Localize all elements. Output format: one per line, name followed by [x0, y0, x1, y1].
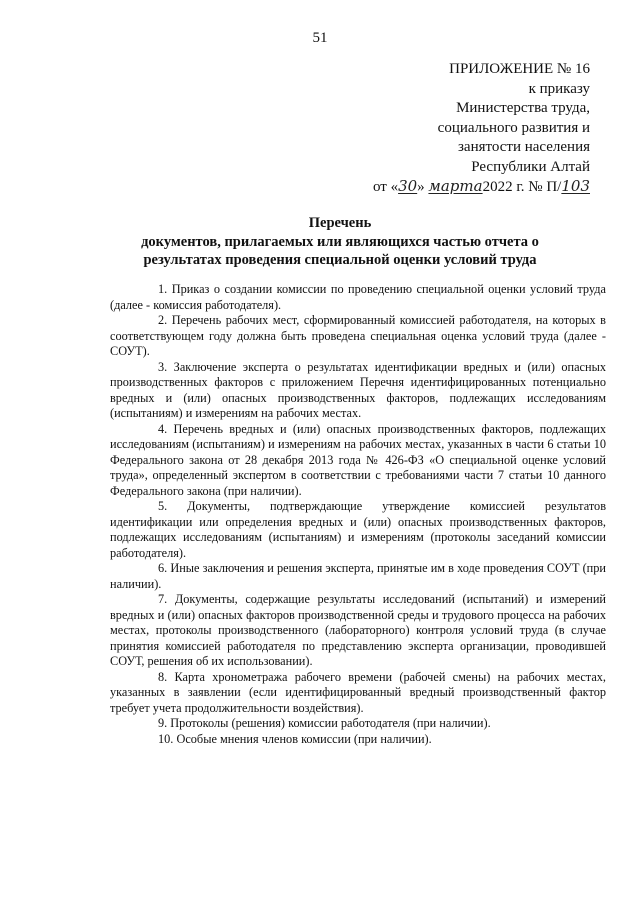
list-item: 10. Особые мнения членов комиссии (при наличии). — [158, 731, 432, 746]
date-mid: » — [417, 179, 429, 195]
list-item: 8. Карта хронометража рабочего времени (рабочей смены) на рабочих местах, указанных в заявлении (если идентифицированный вредный производственный фактор требует учета продолжительности воздействия). — [110, 669, 606, 715]
list-item: 5. Документы, подтверждающие утверждение комиссией результатов идентификации или определения вредных и (или) опасных производственных факторов, подлежащих исследованиям (испытаниям) и измерениям (протоколы заседаний комиссии работодателя). — [110, 499, 606, 560]
order-date-line — [350, 177, 590, 198]
document-list — [110, 282, 606, 747]
document-title — [60, 214, 620, 270]
list-item: 1. Приказ о создании комиссии по проведению специальной оценки условий труда (далее - комиссия работодателя). — [110, 282, 606, 312]
handwritten-order-number: 103 — [561, 177, 590, 195]
appendix-order-ref: к приказу — [528, 80, 590, 97]
date-year: 2022 г. № П/ — [482, 179, 562, 195]
title-line-2: документов, прилагаемых или являющихся частью отчета о — [141, 233, 539, 250]
page-number: 51 — [312, 30, 328, 46]
list-item: 2. Перечень рабочих мест, сформированный комиссией работодателя, на которых в соответствующем году должна быть проведена специальная оценка условий труда (далее - СОУТ). — [110, 313, 606, 358]
appendix-republic: Республики Алтай — [471, 158, 590, 175]
appendix-ministry-line3: занятости населения — [457, 139, 590, 155]
appendix-header — [350, 60, 590, 198]
handwritten-day: 30 — [398, 177, 418, 195]
title-line-3: результатах проведения специальной оценки условий труда — [143, 252, 537, 268]
title-line-1: Перечень — [308, 215, 372, 231]
appendix-ministry-line1: Министерства труда, — [456, 100, 590, 116]
list-item: 7. Документы, содержащие результаты исследований (испытаний) и измерений вредных и (или) опасных факторов производственной среды и трудового процесса на рабочих местах, протоколы производственного (лабораторного) контроля условий труда (в случае принятия комиссией работодателя по представлению эксперта организации, проводившей СОУТ, решения об их использовании). — [110, 592, 606, 668]
list-item: 3. Заключение эксперта о результатах идентификации вредных и (или) опасных производственных факторов с приложением Перечня идентифицированных потенциально вредных и (или) опасных производственных факторов, подлежащих исследованиям (испытаниям) и измерениям на рабочих местах. — [110, 359, 606, 420]
list-item: 9. Протоколы (решения) комиссии работодателя (при наличии). — [158, 716, 491, 730]
appendix-number: ПРИЛОЖЕНИЕ № 16 — [449, 61, 590, 77]
list-item: 6. Иные заключения и решения эксперта, принятые им в ходе проведения СОУТ (при наличии). — [110, 561, 606, 591]
date-prefix: от « — [372, 179, 399, 195]
handwritten-month: марта — [428, 177, 483, 195]
list-item: 4. Перечень вредных и (или) опасных производственных факторов, подлежащих исследованиям (испытаниям) и измерениям на рабочих местах, указанных в части 6 статьи 10 Федерального закона от 28 декабря 2013 года № 426-ФЗ «О специальной оценке условий труда», определенный экспертом в соответствии с требованиями части 7 статьи 10 данного Федерального закона (при наличии). — [110, 421, 606, 498]
appendix-ministry-line2: социального развития и — [437, 119, 590, 136]
